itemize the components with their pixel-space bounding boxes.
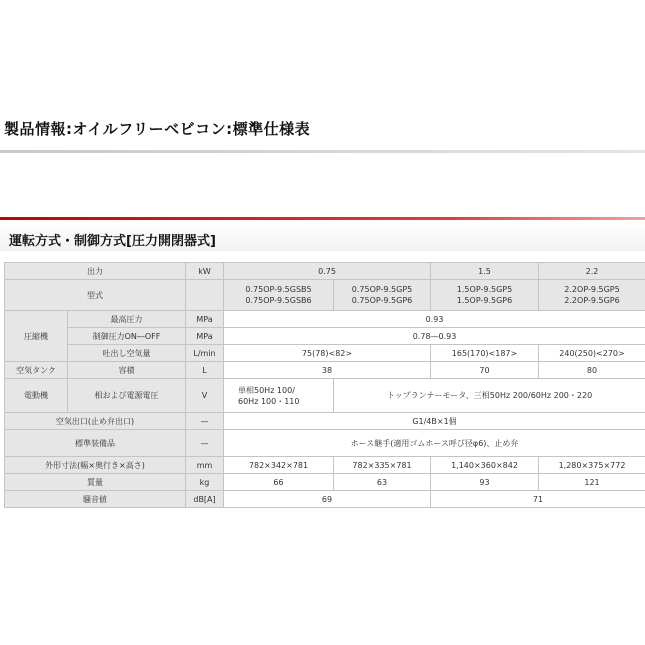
accessories-label: 標準装備品 — [5, 430, 186, 457]
mass-label: 質量 — [5, 474, 186, 491]
mass-value-b: 63 — [334, 474, 431, 491]
tank-value-075: 38 — [224, 362, 431, 379]
outlet-unit: — — [186, 413, 224, 430]
tank-unit: L — [186, 362, 224, 379]
row-max-pressure — [5, 311, 645, 328]
dimensions-value-c: 1,140×360×842 — [431, 457, 539, 474]
row-output — [5, 263, 645, 280]
max-pressure-value: 0.93 — [224, 311, 645, 328]
motor-label: 電動機 — [5, 379, 68, 413]
accessories-value: ホース継手(適用ゴムホース呼び径φ6)、止め弁 — [224, 430, 645, 457]
row-air-delivery — [5, 345, 645, 362]
air-delivery-value-22: 240(250)<270> — [539, 345, 645, 362]
mass-value-c: 93 — [431, 474, 539, 491]
dimensions-unit: mm — [186, 457, 224, 474]
max-pressure-label: 最高圧力 — [68, 311, 186, 328]
outlet-value: G1/4B×1個 — [224, 413, 645, 430]
noise-value-15-22: 71 — [431, 491, 645, 508]
model-cell-c: 1.5OP-9.5GP5 1.5OP-9.5GP6 — [431, 280, 539, 311]
row-accessories — [5, 430, 645, 457]
max-pressure-unit: MPa — [186, 311, 224, 328]
motor-voltage-label: 相および電源電圧 — [68, 379, 186, 413]
row-control-pressure — [5, 328, 645, 345]
title-divider — [0, 150, 645, 153]
row-dimensions — [5, 457, 645, 474]
air-delivery-value-075: 75(78)<82> — [224, 345, 431, 362]
mass-unit: kg — [186, 474, 224, 491]
air-delivery-label: 吐出し空気量 — [68, 345, 186, 362]
control-pressure-unit: MPa — [186, 328, 224, 345]
output-value-22: 2.2 — [539, 263, 645, 280]
model-label: 型式 — [5, 280, 186, 311]
air-delivery-unit: L/min — [186, 345, 224, 362]
row-motor — [5, 379, 645, 413]
model-cell-b: 0.75OP-9.5GP5 0.75OP-9.5GP6 — [334, 280, 431, 311]
row-noise — [5, 491, 645, 508]
page-title: 製品情報:オイルフリーベビコン:標準仕様表 — [4, 120, 311, 138]
model-cell-a: 0.75OP-9.5GSB5 0.75OP-9.5GSB6 — [224, 280, 334, 311]
model-cell-d: 2.2OP-9.5GP5 2.2OP-9.5GP6 — [539, 280, 645, 311]
motor-value-single-phase: 単相50Hz 100/ 60Hz 100・110 — [224, 379, 334, 413]
compressor-label: 圧縮機 — [5, 311, 68, 362]
motor-value-three-phase: トップランナーモータ、三相50Hz 200/60Hz 200・220 — [334, 379, 645, 413]
output-unit: kW — [186, 263, 224, 280]
spec-table — [4, 262, 645, 508]
tank-value-15: 70 — [431, 362, 539, 379]
row-outlet — [5, 413, 645, 430]
dimensions-label: 外形寸法(幅×奥行き×高さ) — [5, 457, 186, 474]
row-model — [5, 280, 645, 311]
output-value-075: 0.75 — [224, 263, 431, 280]
section-title: 運転方式・制御方式[圧力開閉器式] — [9, 234, 216, 249]
tank-value-22: 80 — [539, 362, 645, 379]
output-label: 出力 — [5, 263, 186, 280]
air-delivery-value-15: 165(170)<187> — [431, 345, 539, 362]
noise-value-075: 69 — [224, 491, 431, 508]
accessories-unit: — — [186, 430, 224, 457]
dimensions-value-a: 782×342×781 — [224, 457, 334, 474]
output-value-15: 1.5 — [431, 263, 539, 280]
tank-label: 空気タンク — [5, 362, 68, 379]
tank-volume-label: 容積 — [68, 362, 186, 379]
mass-value-a: 66 — [224, 474, 334, 491]
control-pressure-label: 制御圧力ON―OFF — [68, 328, 186, 345]
noise-unit: dB[A] — [186, 491, 224, 508]
outlet-label: 空気出口(止め弁出口) — [5, 413, 186, 430]
noise-label: 騒音値 — [5, 491, 186, 508]
mass-value-d: 121 — [539, 474, 645, 491]
row-tank — [5, 362, 645, 379]
control-pressure-value: 0.78―0.93 — [224, 328, 645, 345]
row-mass — [5, 474, 645, 491]
dimensions-value-b: 782×335×781 — [334, 457, 431, 474]
motor-unit: V — [186, 379, 224, 413]
dimensions-value-d: 1,280×375×772 — [539, 457, 645, 474]
